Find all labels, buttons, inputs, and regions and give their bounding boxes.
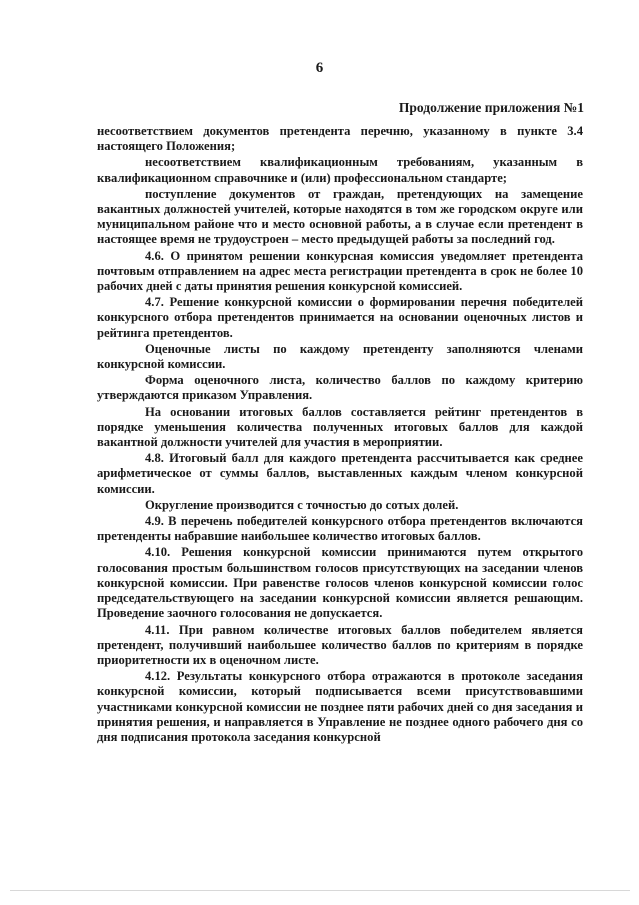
paragraph: несоответствием документов претендента перечню, указанному в пункте 3.4 настоящего Положения; (97, 124, 583, 154)
paragraph: 4.7. Решение конкурсной комиссии о формировании перечня победителей конкурсного отбора претендентов принимается на основании оценочных листов и рейтинга претендентов. (97, 295, 583, 340)
paragraph: поступление документов от граждан, претендующих на замещение вакантных должностей учителей, которые находятся в том же городском округе или муниципальном районе что и место основной работы, а в случае если претендент в настоящее время не трудоустроен – место предыдущей работы за последний год. (97, 186, 583, 247)
document-body (97, 124, 583, 746)
paragraph: 4.6. О принятом решении конкурсная комиссия уведомляет претендента почтовым отправлением на адрес места регистрации претендента в срок не более 10 рабочих дней с даты принятия решения конкурсной комиссией. (97, 248, 583, 294)
paragraph: Округление производится с точностью до сотых долей. (145, 497, 459, 512)
page-number: 6 (315, 60, 324, 76)
scan-edge-line (10, 890, 630, 891)
paragraph: 4.9. В перечень победителей конкурсного отбора претендентов включаются претенденты набравшие наибольшее количество итоговых баллов. (97, 514, 583, 544)
paragraph: 4.10. Решения конкурсной комиссии принимаются путем открытого голосования простым большинством голосов присутствующих на заседании членов конкурсной комиссии. При равенстве голосов членов конкурсной комиссии голос председательствующего на заседании конкурсной комиссии является решающим. Проведение заочного голосования не допускается. (97, 545, 583, 621)
paragraph: 4.11. При равном количестве итоговых баллов победителем является претендент, получивший наибольшее количество баллов по критериям в порядке приоритетности их в оценочном листе. (97, 622, 583, 667)
paragraph: Оценочные листы по каждому претенденту заполняются членами конкурсной комиссии. (97, 341, 583, 372)
paragraph: 4.8. Итоговый балл для каждого претендента рассчитывается как среднее арифметическое от суммы баллов, выставленных каждым членом конкурсной комиссии. (97, 451, 583, 496)
paragraph: 4.12. Результаты конкурсного отбора отражаются в протоколе заседания конкурсной комиссии, который подписывается всеми присутствовавшими участниками конкурсной комиссии не позднее пяти рабочих дней со дня заседания и принятия решения, и направляется в Управление не позднее одного рабочего дня со дня подписания протокола заседания конкурсной (97, 669, 583, 744)
paragraph: На основании итоговых баллов составляется рейтинг претендентов в порядке уменьшения количества полученных итоговых баллов для каждой вакантной должности учителей для участия в мероприятии. (97, 404, 583, 450)
paragraph: несоответствием квалификационным требованиям, указанным в квалификационном справочнике и (или) профессиональном стандарте; (97, 155, 583, 185)
appendix-continuation-header: Продолжение приложения №1 (398, 100, 584, 115)
paragraph: Форма оценочного листа, количество баллов по каждому критерию утверждаются приказом Управления. (97, 373, 583, 403)
